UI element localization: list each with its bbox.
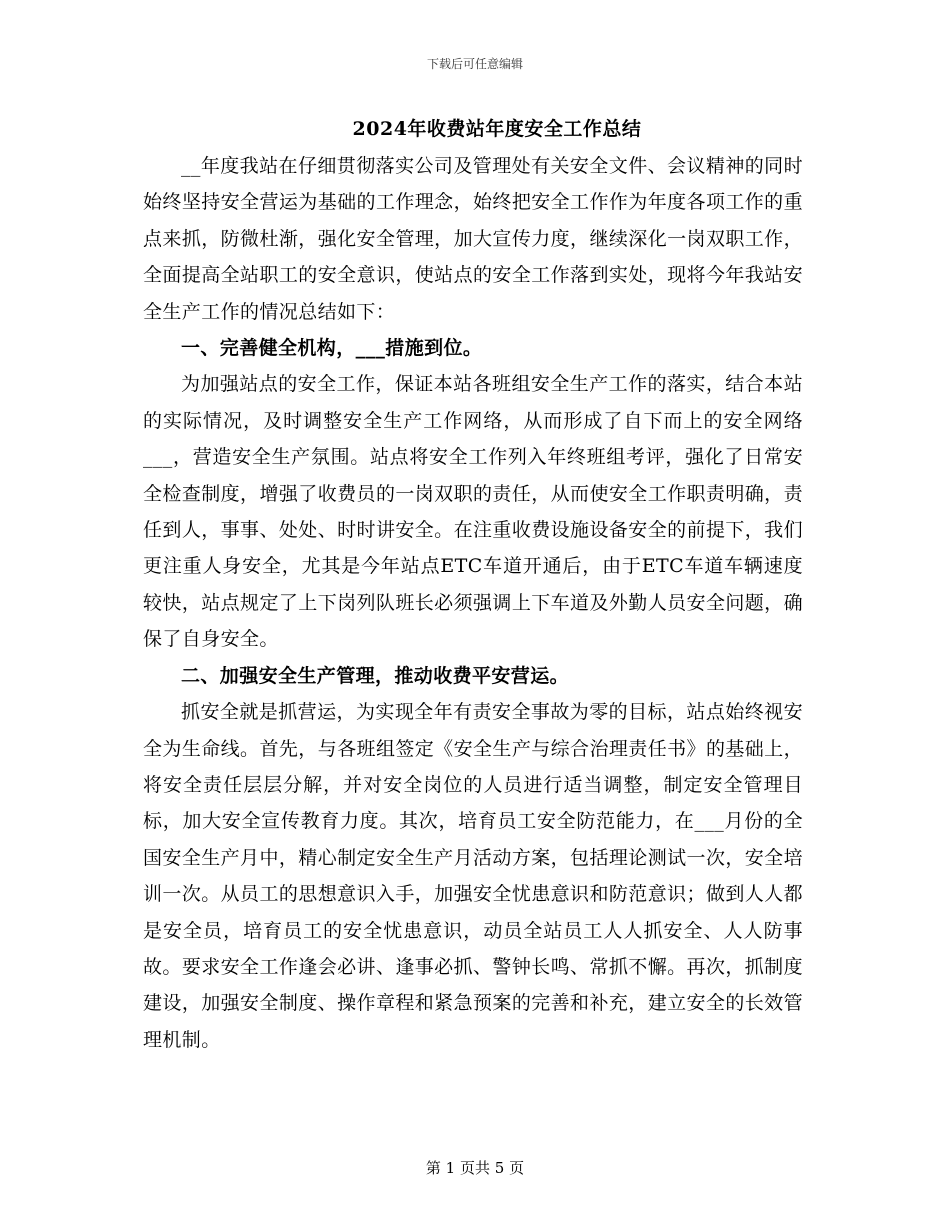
section-2-paragraph: 抓安全就是抓营运，为实现全年有责安全事故为零的目标，站点始终视安全为生命线。首先，与各班组签定《安全生产与综合治理责任书》的基础上，将安全责任层层分解，并对安全岗位的人员进行适当调整，制定安全管理目标，加大安全宣传教育力度。其次，培育员工安全防范能力，在___月份的全国安全生产月中，精心制定安全生产月活动方案，包括理论测试一次，安全培训一次。从员工的思想意识入手，加强安全忧患意识和防范意识；做到人人都是安全员，培育员工的安全忧患意识，动员全站员工人人抓安全、人人防事故。要求安全工作逢会必讲、逢事必抓、警钟长鸣、常抓不懈。再次，抓制度建设，加强安全制度、操作章程和紧急预案的完善和补充，建立安全的长效管理机制。 [143,701,803,1051]
document-body [143,148,803,1058]
header-note: 下载后可任意编辑 [426,57,523,71]
section-2-heading: 二、加强安全生产管理，推动收费平安营运。 [181,664,570,687]
section-1-heading: 一、完善健全机构，___措施到位。 [181,337,483,360]
intro-paragraph: __年度我站在仔细贯彻落实公司及管理处有关安全文件、会议精神的同时始终坚持安全营运为基础的工作理念，始终把安全工作作为年度各项工作的重点来抓，防微杜渐，强化安全管理，加大宣传力度，继续深化一岗双职工作，全面提高全站职工的安全意识，使站点的安全工作落到实处，现将今年我站安全生产工作的情况总结如下： [143,155,803,323]
document-title: 2024年收费站年度安全工作总结 [352,118,642,140]
page-number-footer: 第 1 页共 5 页 [425,1159,525,1177]
section-1-paragraph: 为加强站点的安全工作，保证本站各班组安全生产工作的落实，结合本站的实际情况，及时调整安全生产工作网络，从而形成了自下而上的安全网络___，营造安全生产氛围。站点将安全工作列入年终班组考评，强化了日常安全检查制度，增强了收费员的一岗双职的责任，从而使安全工作职责明确，责任到人，事事、处处、时时讲安全。在注重收费设施设备安全的前提下，我们更注重人身安全，尤其是今年站点ETC车道开通后，由于ETC车道车辆速度较快，站点规定了上下岗列队班长必须强调上下车道及外勤人员安全问题，确保了自身安全。 [143,373,803,651]
